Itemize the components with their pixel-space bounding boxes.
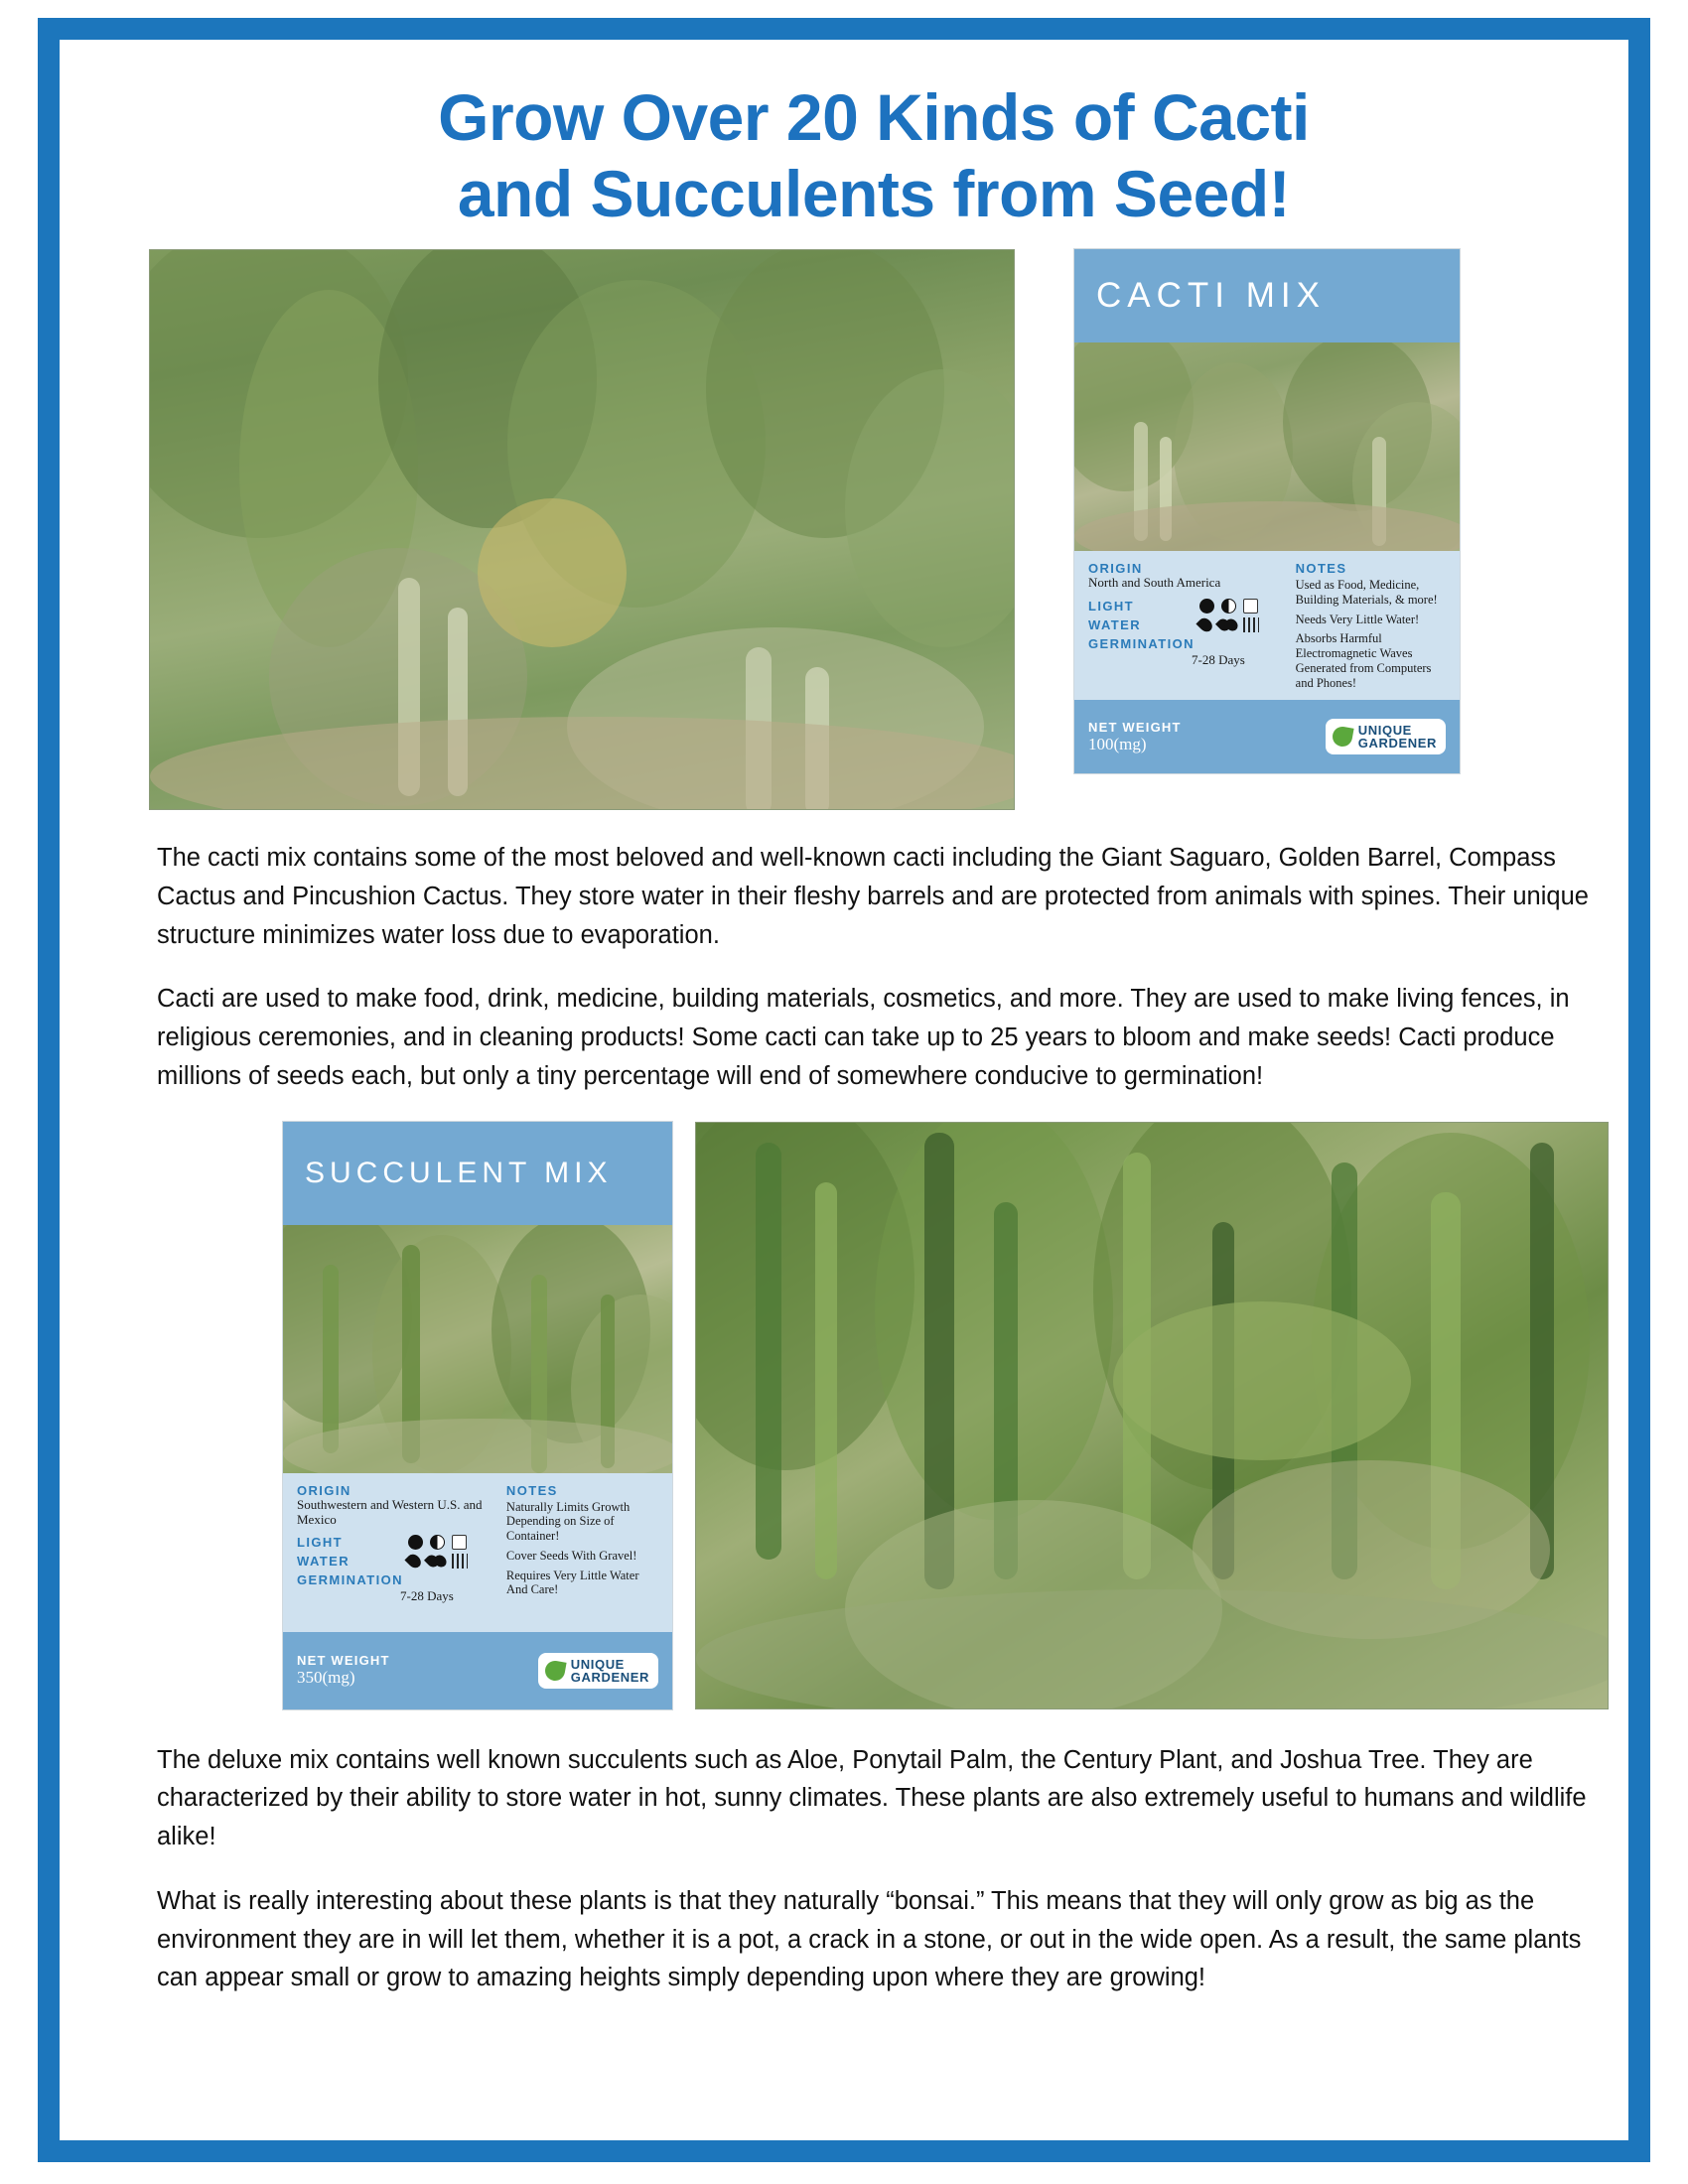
brand-line-2: GARDENER — [570, 1669, 649, 1685]
water-two-drops-icon — [427, 1554, 445, 1569]
net-weight-block — [1088, 720, 1182, 754]
germination-value: 7-28 Days — [1192, 652, 1245, 668]
brand-logo — [1326, 719, 1446, 754]
packet-title: SUCCULENT MIX — [305, 1156, 613, 1189]
paragraph-cacti-2: Cacti are used to make food, drink, medicine, building materials, cosmetics, and more. They are used to make living fences, in religious ceremonies, and in cleaning products! Some cacti can take up to 25 years to bloom and make seeds! Cacti produce millions of seeds each, but only a tiny percentage will end of somewhere conducive to germination! — [157, 985, 1570, 1090]
page-inner-white — [60, 40, 1628, 2140]
paragraph-succulent-1: The deluxe mix contains well known succulents such as Aloe, Ponytail Palm, the Century Plant, and Joshua Tree. They are characterized by their ability to store water in hot, sunny climates. These plants are also extremely useful to humans and wildlife alike! — [157, 1745, 1587, 1851]
packet-light-row — [297, 1535, 498, 1550]
page-title-line-2: and Succulents from Seed! — [457, 156, 1291, 230]
germination-value: 7-28 Days — [400, 1588, 454, 1604]
net-weight-value: 350(mg) — [297, 1668, 355, 1688]
packet-info-right — [506, 1483, 658, 1626]
packet-info — [1074, 551, 1460, 700]
packet-footer — [283, 1632, 672, 1709]
packet-germination-row — [297, 1572, 498, 1587]
packet-info-right — [1296, 561, 1446, 694]
packet-light-row — [1088, 599, 1288, 614]
germination-label: GERMINATION — [1088, 636, 1195, 652]
water-rain-icon — [1243, 617, 1259, 632]
light-label: LIGHT — [297, 1535, 343, 1551]
paragraph-cacti-1: The cacti mix contains some of the most beloved and well-known cacti including the Giant Saguaro, Golden Barrel, Compass Cactus and Pincushion Cactus. They store water in their fleshy barrels and are protected from animals with spines. Their unique structure minimizes water loss due to evaporation. — [157, 844, 1589, 949]
packet-photo — [283, 1225, 672, 1473]
note-item: Naturally Limits Growth Depending on Size of Container! — [505, 1499, 631, 1544]
succulent-garden-photo — [695, 1122, 1609, 1709]
germination-label: GERMINATION — [297, 1572, 403, 1588]
note-item: Cover Seeds With Gravel! — [505, 1548, 637, 1563]
origin-value: Southwestern and Western U.S. and Mexico — [297, 1496, 483, 1527]
packet-info — [283, 1473, 672, 1632]
packet-germination-row — [1088, 636, 1288, 651]
packet-origin-row — [1088, 561, 1288, 576]
packet-water-row — [297, 1554, 498, 1569]
brand-logo — [538, 1653, 658, 1689]
notes-label: NOTES — [505, 1482, 558, 1498]
page-title-line-1: Grow Over 20 Kinds of Cacti — [438, 80, 1310, 154]
packet-info-left — [297, 1483, 498, 1626]
origin-value: North and South America — [1088, 575, 1221, 591]
packet-origin-row — [297, 1483, 498, 1498]
light-icons — [1199, 599, 1258, 614]
net-weight-label: NET WEIGHT — [297, 1653, 390, 1669]
net-weight-block — [297, 1653, 390, 1688]
cactus-garden-photo — [149, 249, 1015, 810]
water-drop-icon — [404, 1552, 423, 1570]
paragraph-succulent-2: What is really interesting about these plants is that they naturally “bonsai.” This means that they will only grow as big as the environment they are in will let them, whether it is a pot, a crack in a stone, or out in the wide open. As a result, the same plants can appear small or grow to amazing heights simply depending upon where they are growing! — [157, 1886, 1582, 1992]
origin-label: ORIGIN — [1088, 561, 1143, 577]
cacti-mix-packet — [1074, 249, 1460, 773]
water-label: WATER — [1088, 617, 1141, 633]
water-rain-icon — [452, 1554, 468, 1569]
notes-list — [1296, 578, 1446, 690]
packet-header — [1074, 249, 1460, 342]
top-media-row — [119, 249, 1628, 815]
leaf-icon — [1331, 726, 1353, 749]
water-icons — [408, 1554, 468, 1569]
light-icons — [408, 1535, 467, 1550]
brand-line-2: GARDENER — [1357, 736, 1437, 751]
packet-photo — [1074, 342, 1460, 551]
document-content — [119, 79, 1628, 2023]
brand-text — [1358, 724, 1437, 750]
sun-full-icon — [1199, 599, 1214, 614]
brand-text — [571, 1658, 649, 1684]
notes-label: NOTES — [1295, 561, 1347, 577]
brand-line-1: UNIQUE — [570, 1656, 625, 1672]
bottom-media-row — [119, 1122, 1628, 1715]
water-label: WATER — [297, 1554, 350, 1570]
packet-info-left — [1088, 561, 1288, 694]
succulent-mix-packet — [283, 1122, 672, 1709]
page-title — [119, 79, 1628, 231]
sun-half-icon — [1221, 599, 1236, 614]
water-icons — [1199, 617, 1259, 632]
note-item: Needs Very Little Water! — [1295, 612, 1420, 626]
brand-line-1: UNIQUE — [1357, 723, 1412, 739]
net-weight-label: NET WEIGHT — [1088, 719, 1182, 735]
packet-footer — [1074, 700, 1460, 773]
packet-water-row — [1088, 617, 1288, 632]
packet-header — [283, 1122, 672, 1225]
origin-label: ORIGIN — [297, 1482, 352, 1498]
note-item: Requires Very Little Water And Care! — [505, 1568, 639, 1597]
water-two-drops-icon — [1218, 617, 1236, 632]
sun-full-icon — [408, 1535, 423, 1550]
leaf-icon — [543, 1659, 566, 1682]
notes-list — [506, 1500, 658, 1598]
packet-title: CACTI MIX — [1096, 276, 1326, 316]
light-label: LIGHT — [1088, 599, 1134, 614]
water-drop-icon — [1196, 615, 1214, 634]
blue-page-border — [38, 18, 1650, 2162]
shade-icon — [452, 1535, 467, 1550]
shade-icon — [1243, 599, 1258, 614]
sun-half-icon — [430, 1535, 445, 1550]
note-item: Absorbs Harmful Electromagnetic Waves Generated from Computers and Phones! — [1295, 631, 1432, 690]
net-weight-value: 100(mg) — [1088, 734, 1147, 753]
note-item: Used as Food, Medicine, Building Materials, & more! — [1295, 578, 1438, 607]
